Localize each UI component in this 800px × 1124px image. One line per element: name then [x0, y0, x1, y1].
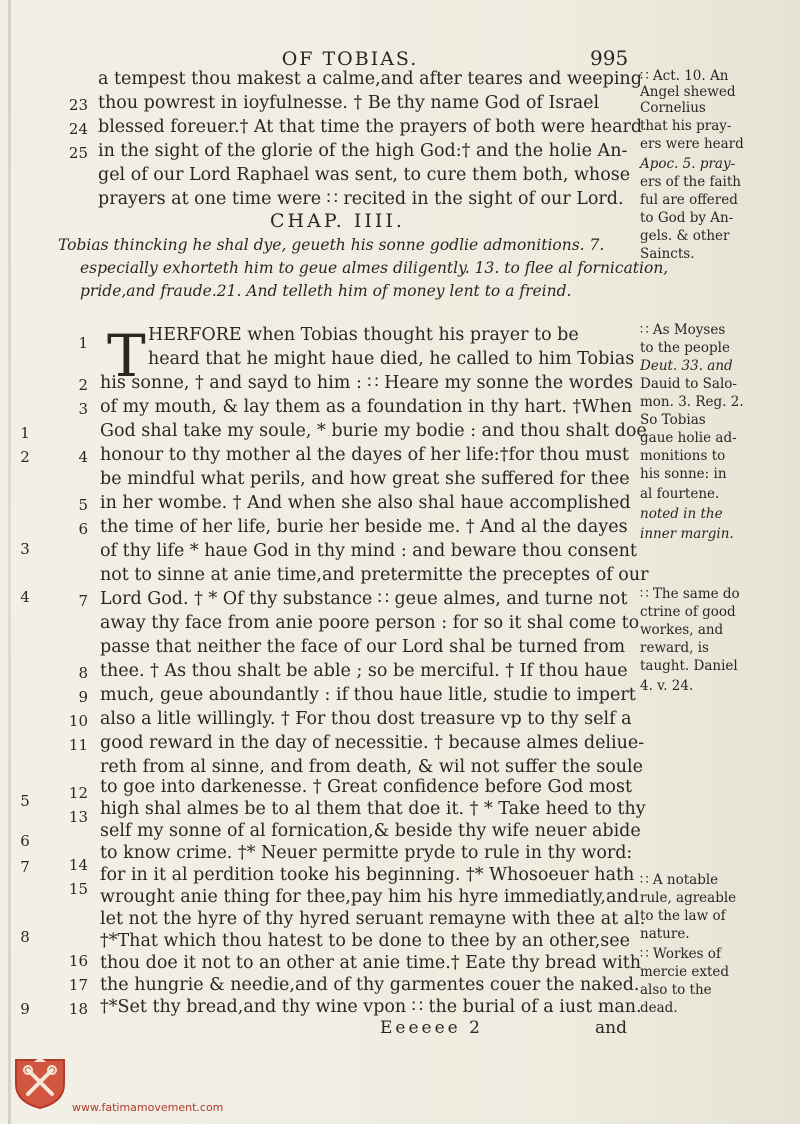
verse-number: 24 [68, 120, 88, 138]
inner-margin-number: 2 [20, 448, 30, 466]
text-line: of my mouth, & lay them as a foundation in thy hart. †When [100, 397, 633, 417]
margin-note-line: that his pray- [640, 118, 732, 134]
verse-number: 4 [78, 448, 88, 466]
margin-note-line: So Tobias [640, 412, 706, 428]
margin-note-line: inner margin. [640, 526, 734, 542]
drop-cap: T [107, 322, 146, 390]
verse-number: 5 [78, 496, 88, 514]
text-line: gel of our Lord Raphael was sent, to cure them both, whose [98, 165, 631, 185]
margin-note-line: Cornelius [640, 100, 706, 116]
text-line: be mindful what perils, and how great she suffered for thee [100, 469, 630, 489]
margin-note-line: ∷ The same do [640, 586, 740, 602]
text-line: high shal almes be to al them that doe it. † * Take heed to thy [100, 799, 646, 819]
text-line: honour to thy mother al the dayes of her life:†for thou must [100, 445, 629, 465]
margin-note-line: ∷ As Moyses [640, 322, 726, 338]
text-line: blessed foreuer.† At that time the prayers of both were heard [98, 117, 643, 137]
catchword: and [595, 1018, 627, 1038]
inner-margin-number: 5 [20, 792, 30, 810]
margin-note-line: rule, agreable [640, 890, 737, 906]
text-line: let not the hyre of thy hyred seruant remayne with thee at al. [100, 909, 646, 929]
text-line: HERFORE when Tobias thought his prayer to be [148, 325, 579, 345]
margin-note-line: ctrine of good [640, 604, 736, 620]
margin-note-line: 4. v. 24. [640, 678, 694, 694]
verse-number: 16 [68, 952, 88, 970]
margin-note-line: ful are offered [640, 192, 738, 208]
margin-note-line: workes, and [640, 622, 724, 638]
text-line: God shal take my soule, * burie my bodie : and thou shalt doe [100, 421, 647, 441]
chapter-summary-line: pride,and fraude.21. And telleth him of money lent to a freind. [80, 282, 572, 300]
verse-number: 18 [68, 1000, 88, 1018]
margin-note-line: ∷ Workes of [640, 946, 721, 962]
chapter-summary-line: Tobias thincking he shal dye, geueth his sonne godlie admonitions. 7. [58, 236, 605, 254]
verse-number: 17 [68, 976, 88, 994]
text-line: of thy life * haue God in thy mind : and beware thou consent [100, 541, 637, 561]
verse-number: 7 [78, 592, 88, 610]
text-line: in her wombe. † And when she also shal haue accomplished [100, 493, 631, 513]
margin-note-line: taught. Daniel [640, 658, 738, 674]
text-line: good reward in the day of necessitie. † because almes deliue- [100, 733, 645, 753]
verse-number: 13 [68, 808, 88, 826]
margin-note-line: gaue holie ad- [640, 430, 737, 446]
margin-note-line: mercie exted [640, 964, 730, 980]
page-edge [8, 0, 11, 1124]
verse-number: 6 [78, 520, 88, 538]
text-line: passe that neither the face of our Lord shal be turned from [100, 637, 626, 657]
text-line: the time of her life, burie her beside me. † And al the dayes [100, 517, 628, 537]
signature-mark: Eeeeee 2 [380, 1018, 483, 1038]
margin-note-line: noted in the [640, 506, 723, 522]
verse-number: 12 [68, 784, 88, 802]
text-line: †*That which thou hatest to be done to thee by an other,see [100, 931, 630, 951]
text-line: Lord God. † * Of thy substance ∷ geue almes, and turne not [100, 589, 628, 609]
text-line: thou powrest in ioyfulnesse. † Be thy name God of Israel [98, 93, 600, 113]
margin-note-line: Angel shewed [640, 84, 736, 100]
margin-note-line: dead. [640, 1000, 678, 1016]
margin-note-line: ∷ A notable [640, 872, 719, 888]
inner-margin-number: 4 [20, 588, 30, 606]
margin-note-line: Apoc. 5. pray- [640, 156, 736, 172]
verse-number: 3 [78, 400, 88, 418]
papal-coat-of-arms-icon [12, 1054, 68, 1110]
text-line: reth from al sinne, and from death, & wil not suffer the soule [100, 757, 643, 777]
margin-note-line: Deut. 33. and [640, 358, 733, 374]
inner-margin-number: 6 [20, 832, 30, 850]
text-line: self my sonne of al fornication,& beside thy wife neuer abide [100, 821, 641, 841]
verse-number: 10 [68, 712, 88, 730]
inner-margin-number: 3 [20, 540, 30, 558]
inner-margin-number: 8 [20, 928, 30, 946]
running-header: OF TOBIAS. [281, 48, 419, 70]
margin-note-line: ∷ Act. 10. An [640, 68, 729, 84]
text-line: a tempest thou makest a calme,and after teares and weeping [98, 69, 642, 89]
text-line: thou doe it not to an other at anie time.† Eate thy bread with [100, 953, 642, 973]
inner-margin-number: 1 [20, 424, 30, 442]
margin-note-line: gels. & other [640, 228, 730, 244]
text-line: to goe into darkenesse. † Great confidence before God most [100, 777, 632, 797]
text-line: his sonne, † and sayd to him : ∷ Heare my sonne the wordes [100, 373, 634, 393]
verse-number: 2 [78, 376, 88, 394]
text-line: away thy face from anie poore person : for so it shal come to [100, 613, 640, 633]
margin-note-line: mon. 3. Reg. 2. [640, 394, 744, 410]
inner-margin-number: 9 [20, 1000, 30, 1018]
page-number: 995 [590, 46, 629, 70]
text-line: also a litle willingly. † For thou dost treasure vp to thy self a [100, 709, 632, 729]
text-line: not to sinne at anie time,and pretermitte the preceptes of our [100, 565, 649, 585]
text-line: thee. † As thou shalt be able ; so be merciful. † If thou haue [100, 661, 628, 681]
text-line: prayers at one time were ∷ recited in the sight of our Lord. [98, 189, 624, 209]
verse-number: 23 [68, 96, 88, 114]
text-line: the hungrie & needie,and of thy garmentes couer the naked. [100, 975, 640, 995]
margin-note-line: al fourtene. [640, 486, 720, 502]
watermark-url[interactable]: www.fatimamovement.com [72, 1101, 224, 1114]
margin-note-line: reward, is [640, 640, 709, 656]
margin-note-line: to the people [640, 340, 730, 356]
verse-number: 1 [78, 334, 88, 352]
margin-note-line: ers were heard [640, 136, 744, 152]
verse-number: 9 [78, 688, 88, 706]
margin-note-line: Dauid to Salo- [640, 376, 737, 392]
verse-number: 25 [68, 144, 88, 162]
margin-note-line: monitions to [640, 448, 726, 464]
text-line: heard that he might haue died, he called to him Tobias [148, 349, 635, 369]
verse-number: 14 [68, 856, 88, 874]
margin-note-line: Saincts. [640, 246, 695, 262]
text-line: wrought anie thing for thee,pay him his hyre immediatly,and [100, 887, 639, 907]
margin-note-line: to the law of [640, 908, 726, 924]
text-line: in the sight of the glorie of the high God:† and the holie An- [98, 141, 628, 161]
margin-note-line: nature. [640, 926, 690, 942]
chapter-heading: CHAP. IIII. [270, 210, 405, 232]
text-line: to know crime. †* Neuer permitte pryde to rule in thy word: [100, 843, 633, 863]
margin-note-line: to God by An- [640, 210, 734, 226]
text-line: much, geue aboundantly : if thou haue litle, studie to impert [100, 685, 636, 705]
verse-number: 15 [68, 880, 88, 898]
verse-number: 8 [78, 664, 88, 682]
inner-margin-number: 7 [20, 858, 30, 876]
margin-note-line: also to the [640, 982, 712, 998]
chapter-summary-line: especially exhorteth him to geue almes diligently. 13. to flee al fornication, [80, 259, 669, 277]
margin-note-line: ers of the faith [640, 174, 741, 190]
text-line: †*Set thy bread,and thy wine vpon ∷ the burial of a iust man. [100, 997, 642, 1017]
verse-number: 11 [68, 736, 88, 754]
margin-note-line: his sonne: in [640, 466, 727, 482]
text-line: for in it al perdition tooke his beginning. †* Whosoeuer hath [100, 865, 635, 885]
